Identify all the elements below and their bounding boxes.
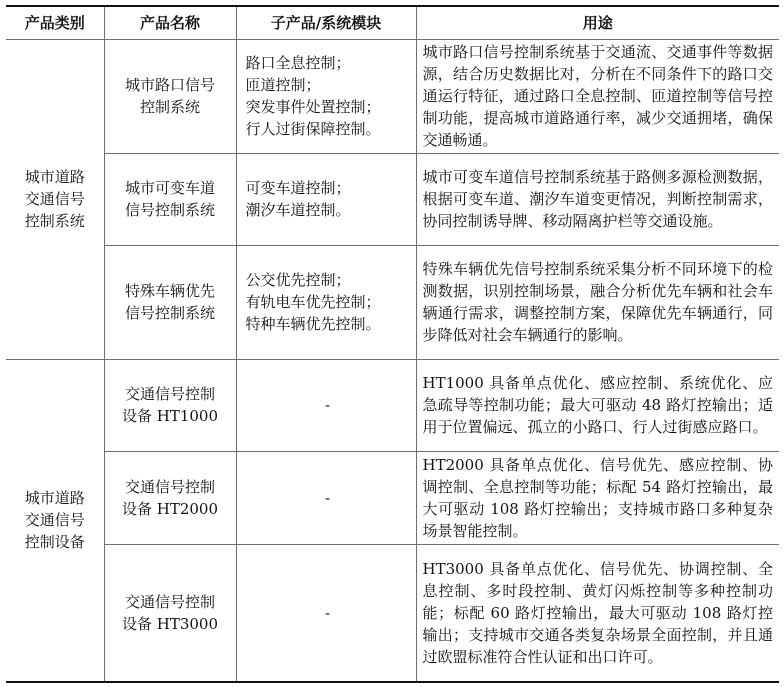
sub-product-cell: 可变车道控制； 潮汐车道控制。 [236, 153, 416, 246]
sub-product-cell: 公交优先控制； 有轨电车优先控制； 特种车辆优先控制。 [236, 246, 416, 360]
header-sub-product: 子产品/系统模块 [236, 6, 416, 40]
category-cell [6, 40, 104, 360]
header-product-name: 产品名称 [104, 6, 236, 40]
product-name-cell: 城市路口信号 控制系统 [104, 40, 236, 154]
category-label: 城市道路 交通信号 控制系统 [24, 168, 85, 231]
usage-cell: 城市可变车道信号控制系统基于路侧多源检测数据，根据可变车道、潮汐车道变更情况，判断控制需求，协同控制诱导牌、移动隔离护栏等交通设施。 [416, 153, 779, 246]
product-name-cell: 特殊车辆优先 信号控制系统 [104, 246, 236, 360]
product-name-cell: 交通信号控制 设备 HT1000 [104, 359, 236, 452]
category-cell [6, 359, 104, 682]
table-row [6, 544, 779, 682]
sub-product-cell: - [236, 452, 416, 545]
table-header-row [6, 6, 779, 40]
table-row [6, 359, 779, 452]
category-label: 城市道路 交通信号 控制设备 [24, 489, 85, 552]
header-category: 产品类别 [6, 6, 104, 40]
usage-cell: HT2000 具备单点优化、信号优先、感应控制、协调控制、全息控制等功能；标配 54 路灯控输出，最大可驱动 108 路灯控输出；支持城市路口多种复杂场景智能控制。 [416, 452, 779, 545]
product-name-cell: 交通信号控制 设备 HT2000 [104, 452, 236, 545]
table-row [6, 153, 779, 246]
product-name-cell: 交通信号控制 设备 HT3000 [104, 544, 236, 682]
usage-cell: 特殊车辆优先信号控制系统采集分析不同环境下的检测数据，识别控制场景，融合分析优先车辆和社会车辆通行需求，调整控制方案，保障优先车辆通行，同步降低对社会车辆通行的影响。 [416, 246, 779, 360]
product-name-cell: 城市可变车道 信号控制系统 [104, 153, 236, 246]
header-usage: 用途 [416, 6, 779, 40]
usage-cell: HT3000 具备单点优化、信号优先、协调控制、全息控制、多时段控制、黄灯闪烁控制等多种控制功能；标配 60 路灯控输出，最大可驱动 108 路灯控输出；支持城市交通各类复杂场景全面控制，并且通过欧盟标准符合性认证和出口许可。 [416, 544, 779, 682]
sub-product-cell: 路口全息控制； 匝道控制； 突发事件处置控制； 行人过街保障控制。 [236, 40, 416, 154]
table-row [6, 246, 779, 360]
usage-cell: 城市路口信号控制系统基于交通流、交通事件等数据源，结合历史数据比对，分析在不同条件下的路口交通运行特征，通过路口全息控制、匝道控制等信号控制功能，提高城市道路通行率，减少交通拥堵，确保交通畅通。 [416, 40, 779, 154]
sub-product-cell: - [236, 544, 416, 682]
usage-cell: HT1000 具备单点优化、感应控制、系统优化、应急疏导等控制功能；最大可驱动 48 路灯控输出；适用于位置偏远、孤立的小路口、行人过街感应路口。 [416, 359, 779, 452]
table-row [6, 40, 779, 154]
product-table [6, 5, 779, 683]
table-row [6, 452, 779, 545]
sub-product-cell: - [236, 359, 416, 452]
